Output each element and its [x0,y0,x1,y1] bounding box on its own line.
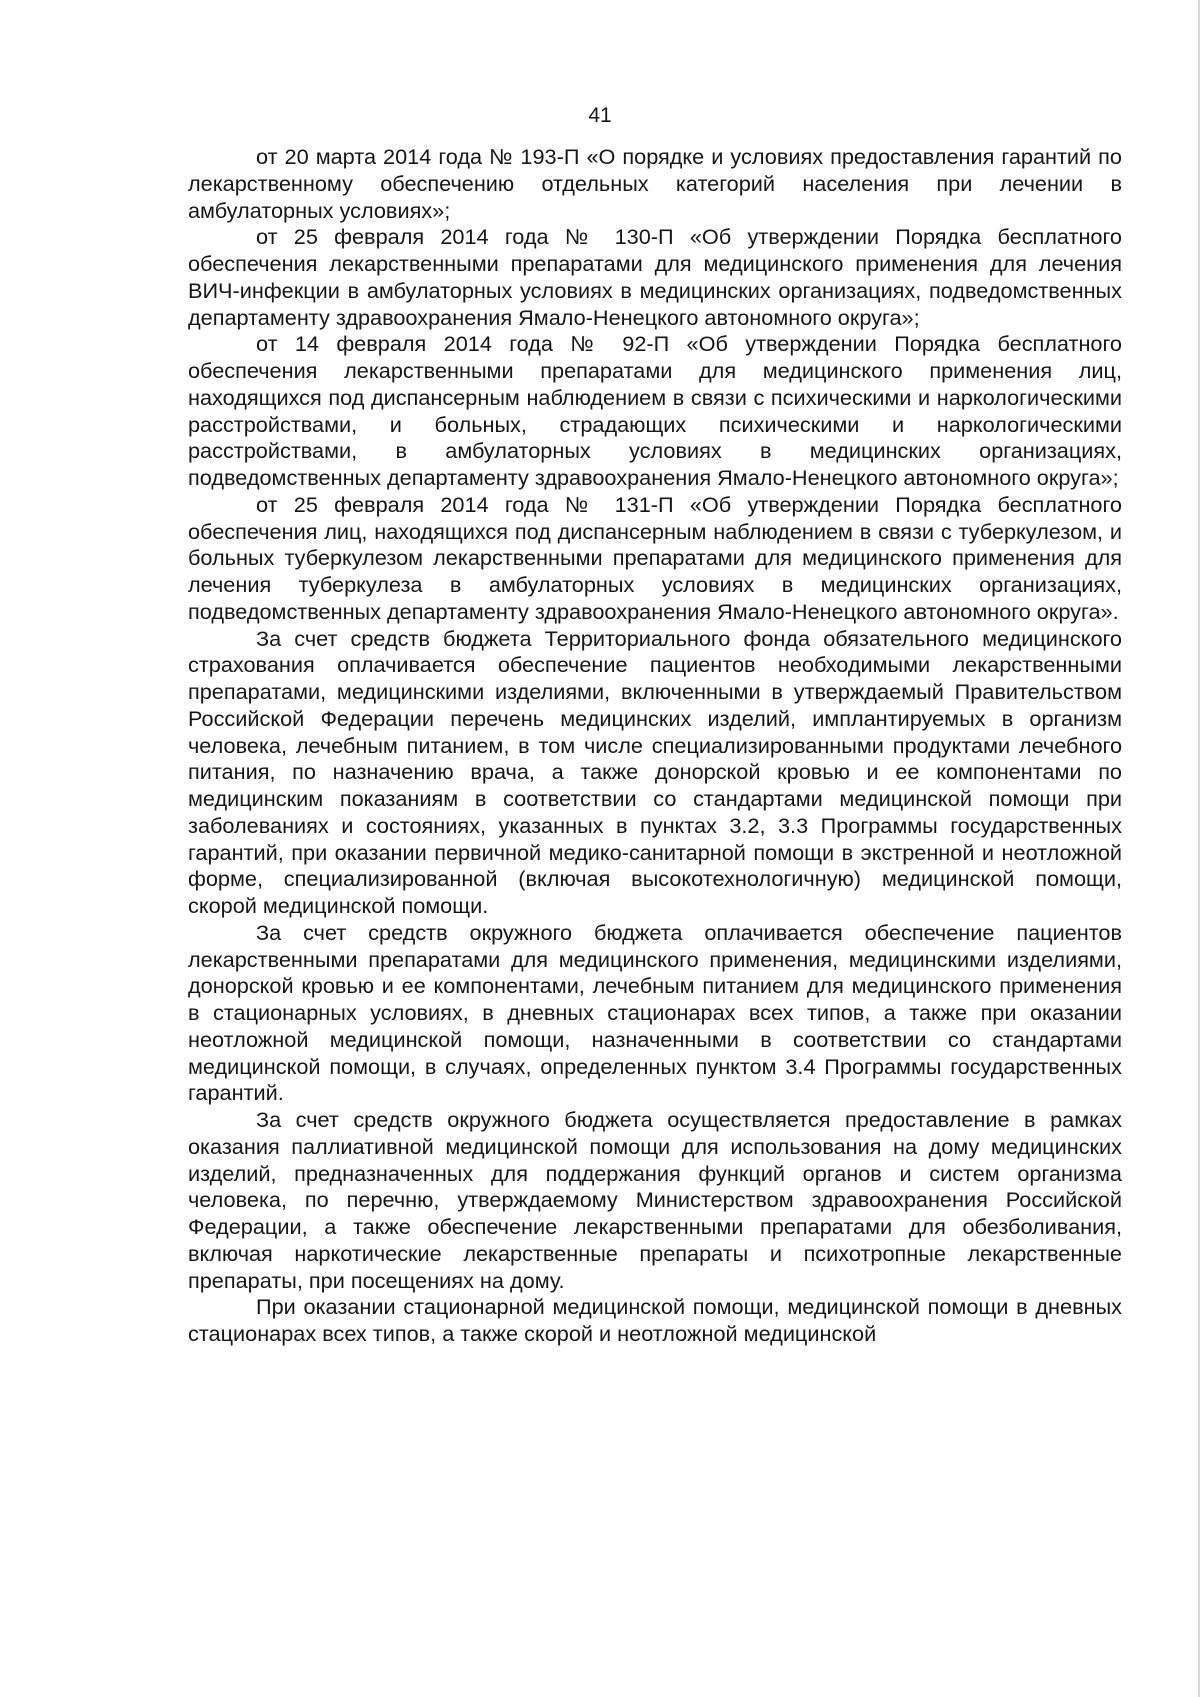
paragraph-order-193p: от 20 марта 2014 года № 193-П «О порядке и условиях предоставления гарантий по лекарственному обеспечению отдельных категорий населения при лечении в амбулаторных условиях»; [188,144,1122,223]
paragraph-order-130p: от 25 февраля 2014 года № 130-П «Об утверждении Порядка бесплатного обеспечения лекарственными препаратами для медицинского применения для лечения ВИЧ-инфекции в амбулаторных условиях в медицинских организациях, подведомственных департаменту здравоохранения Ямало-Ненецкого автономного округа»; [188,224,1122,330]
paragraph-district-budget-funding: За счет средств окружного бюджета оплачивается обеспечение пациентов лекарственными препаратами для медицинского применения, медицинскими изделиями, донорской кровью и ее компонентами, лечебным питанием для медицинского применения в стационарных условиях, в дневных стационарах всех типов, а также при оказании неотложной медицинской помощи, назначенными в соответствии со стандартами медицинской помощи, в случаях, определенных пунктом 3.4 Программы государственных гарантий. [188,919,1122,1106]
page-number: 41 [588,104,612,127]
paragraph-tfoms-funding: За счет средств бюджета Территориального фонда обязательного медицинского страхования оплачивается обеспечение пациентов необходимыми лекарственными препаратами, медицинскими изделиями, включенными в утверждаемый Правительством Российской Федерации перечень медицинских изделий, имплантируемых в организм человека, лечебным питанием, в том числе специализированными продуктами лечебного питания, по назначению врача, а также донорской кровью и ее компонентами по медицинским показаниям в соответствии со стандартами медицинской помощи при заболеваниях и состояниях, указанных в пунктах 3.2, 3.3 Программы государственных гарантий, при оказании первичной медико-санитарной помощи в экстренной и неотложной форме, специализированной (включая высокотехнологичную) медицинской помощи, скорой медицинской помощи. [188,625,1122,918]
paragraph-palliative-care: За счет средств окружного бюджета осуществляется предоставление в рамках оказания паллиативной медицинской помощи для использования на дому медицинских изделий, предназначенных для поддержания функций органов и систем организма человека, по перечню, утверждаемому Министерством здравоохранения Российской Федерации, а также обеспечение лекарственными препаратами для обезболивания, включая наркотические лекарственные препараты и психотропные лекарственные препараты, при посещениях на дому. [188,1107,1122,1293]
document-body [188,144,1122,1348]
paragraph-order-92p: от 14 февраля 2014 года № 92-П «Об утверждении Порядка бесплатного обеспечения лекарственными препаратами для медицинского применения лиц, находящихся под диспансерным наблюдением в связи с психическими и наркологическими расстройствами, и больных, страдающих психическими и наркологическими расстройствами, в амбулаторных условиях в медицинских организациях, подведомственных департаменту здравоохранения Ямало-Ненецкого автономного округа»; [188,331,1122,490]
paragraph-inpatient-care: При оказании стационарной медицинской помощи, медицинской помощи в дневных стационарах всех типов, а также скорой и неотложной медицинской [188,1294,1122,1346]
paragraph-order-131p: от 25 февраля 2014 года № 131-П «Об утверждении Порядка бесплатного обеспечения лиц, находящихся под диспансерным наблюдением в связи с туберкулезом, и больных туберкулезом лекарственными препаратами для медицинского применения для лечения туберкулеза в амбулаторных условиях в медицинских организациях, подведомственных департаменту здравоохранения Ямало-Ненецкого автономного округа». [188,491,1122,624]
